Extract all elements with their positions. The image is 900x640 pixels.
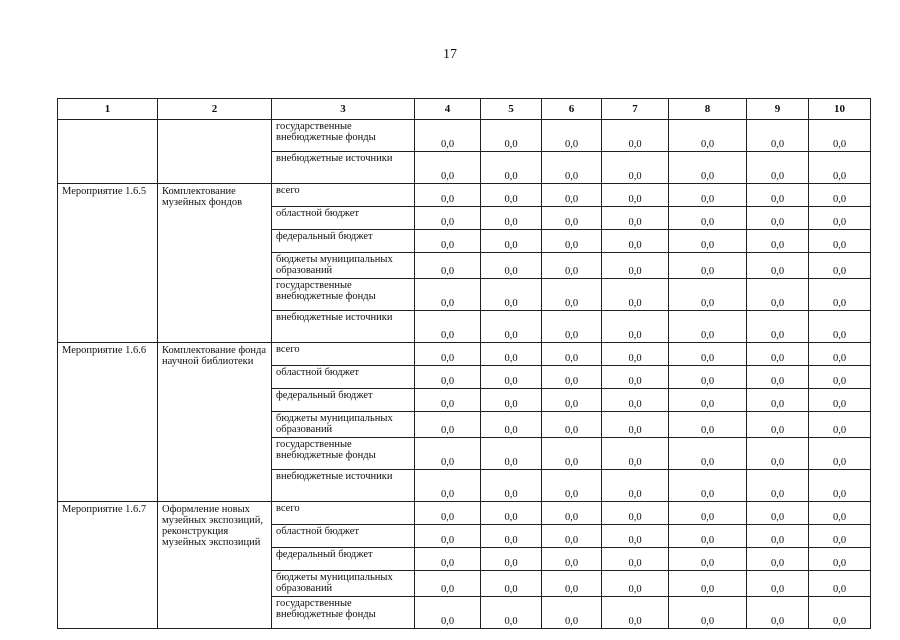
value-cell: 0,0: [747, 152, 809, 184]
value-cell: 0,0: [542, 152, 602, 184]
value-cell: 0,0: [415, 366, 481, 389]
value-cell: 0,0: [542, 548, 602, 571]
value-cell: 0,0: [415, 525, 481, 548]
activity-cell: Мероприятие 1.6.7: [58, 502, 158, 629]
value-cell: 0,0: [809, 571, 871, 597]
value-cell: 0,0: [669, 502, 747, 525]
value-cell: 0,0: [415, 343, 481, 366]
value-cell: 0,0: [481, 597, 542, 629]
value-cell: 0,0: [747, 343, 809, 366]
value-cell: 0,0: [481, 120, 542, 152]
value-cell: 0,0: [602, 120, 669, 152]
funding-source-cell: государственные внебюджетные фонды: [272, 279, 415, 311]
value-cell: 0,0: [747, 502, 809, 525]
value-cell: 0,0: [602, 207, 669, 230]
table-row: [58, 502, 871, 525]
value-cell: 0,0: [809, 311, 871, 343]
value-cell: 0,0: [747, 597, 809, 629]
value-cell: 0,0: [481, 438, 542, 470]
value-cell: 0,0: [809, 548, 871, 571]
value-cell: 0,0: [747, 412, 809, 438]
value-cell: 0,0: [481, 343, 542, 366]
value-cell: 0,0: [809, 207, 871, 230]
value-cell: 0,0: [415, 597, 481, 629]
value-cell: 0,0: [809, 253, 871, 279]
value-cell: 0,0: [542, 311, 602, 343]
funding-source-cell: бюджеты муниципальных образований: [272, 571, 415, 597]
value-cell: 0,0: [747, 184, 809, 207]
funding-source-cell: государственные внебюджетные фонды: [272, 120, 415, 152]
description-cell: Комплектование фонда научной библиотеки: [158, 343, 272, 502]
value-cell: 0,0: [602, 412, 669, 438]
value-cell: 0,0: [602, 152, 669, 184]
value-cell: 0,0: [542, 279, 602, 311]
value-cell: 0,0: [602, 548, 669, 571]
value-cell: 0,0: [602, 438, 669, 470]
funding-source-cell: внебюджетные источники: [272, 311, 415, 343]
column-header: 8: [669, 99, 747, 120]
value-cell: 0,0: [481, 279, 542, 311]
value-cell: 0,0: [415, 120, 481, 152]
table-body: [58, 120, 871, 629]
value-cell: 0,0: [415, 412, 481, 438]
value-cell: 0,0: [747, 389, 809, 412]
value-cell: 0,0: [809, 412, 871, 438]
value-cell: 0,0: [481, 389, 542, 412]
value-cell: 0,0: [669, 184, 747, 207]
value-cell: 0,0: [415, 184, 481, 207]
column-header: 3: [272, 99, 415, 120]
value-cell: 0,0: [415, 152, 481, 184]
value-cell: 0,0: [747, 571, 809, 597]
value-cell: 0,0: [481, 502, 542, 525]
value-cell: 0,0: [602, 230, 669, 253]
value-cell: 0,0: [669, 207, 747, 230]
value-cell: 0,0: [669, 279, 747, 311]
value-cell: 0,0: [602, 184, 669, 207]
value-cell: 0,0: [747, 230, 809, 253]
value-cell: 0,0: [415, 253, 481, 279]
activity-cell: Мероприятие 1.6.6: [58, 343, 158, 502]
funding-source-cell: всего: [272, 184, 415, 207]
activity-cell: [58, 120, 158, 184]
value-cell: 0,0: [669, 120, 747, 152]
value-cell: 0,0: [809, 366, 871, 389]
value-cell: 0,0: [809, 230, 871, 253]
funding-source-cell: федеральный бюджет: [272, 389, 415, 412]
value-cell: 0,0: [602, 311, 669, 343]
value-cell: 0,0: [542, 470, 602, 502]
value-cell: 0,0: [809, 597, 871, 629]
table-row: [58, 120, 871, 152]
funding-source-cell: внебюджетные источники: [272, 152, 415, 184]
value-cell: 0,0: [542, 438, 602, 470]
value-cell: 0,0: [809, 120, 871, 152]
value-cell: 0,0: [747, 366, 809, 389]
value-cell: 0,0: [747, 120, 809, 152]
value-cell: 0,0: [602, 389, 669, 412]
value-cell: 0,0: [809, 470, 871, 502]
value-cell: 0,0: [747, 279, 809, 311]
value-cell: 0,0: [415, 311, 481, 343]
value-cell: 0,0: [602, 502, 669, 525]
value-cell: 0,0: [542, 207, 602, 230]
value-cell: 0,0: [481, 470, 542, 502]
value-cell: 0,0: [602, 279, 669, 311]
funding-source-cell: бюджеты муниципальных образований: [272, 412, 415, 438]
header-row: [58, 99, 871, 120]
funding-source-cell: государственные внебюджетные фонды: [272, 438, 415, 470]
value-cell: 0,0: [669, 366, 747, 389]
value-cell: 0,0: [481, 366, 542, 389]
value-cell: 0,0: [747, 207, 809, 230]
funding-source-cell: федеральный бюджет: [272, 230, 415, 253]
value-cell: 0,0: [602, 571, 669, 597]
value-cell: 0,0: [747, 311, 809, 343]
value-cell: 0,0: [809, 438, 871, 470]
value-cell: 0,0: [669, 548, 747, 571]
value-cell: 0,0: [481, 230, 542, 253]
value-cell: 0,0: [602, 366, 669, 389]
value-cell: 0,0: [415, 230, 481, 253]
value-cell: 0,0: [809, 184, 871, 207]
value-cell: 0,0: [481, 152, 542, 184]
value-cell: 0,0: [809, 502, 871, 525]
value-cell: 0,0: [669, 571, 747, 597]
value-cell: 0,0: [809, 152, 871, 184]
value-cell: 0,0: [669, 311, 747, 343]
value-cell: 0,0: [415, 548, 481, 571]
column-header: 2: [158, 99, 272, 120]
description-cell: Оформление новых музейных экспозиций, реконструкция музейных экспозиций: [158, 502, 272, 629]
value-cell: 0,0: [481, 184, 542, 207]
value-cell: 0,0: [602, 525, 669, 548]
value-cell: 0,0: [809, 279, 871, 311]
value-cell: 0,0: [415, 502, 481, 525]
value-cell: 0,0: [481, 412, 542, 438]
value-cell: 0,0: [669, 152, 747, 184]
table-row: [58, 184, 871, 207]
value-cell: 0,0: [809, 525, 871, 548]
funding-source-cell: областной бюджет: [272, 525, 415, 548]
value-cell: 0,0: [602, 343, 669, 366]
value-cell: 0,0: [415, 470, 481, 502]
value-cell: 0,0: [542, 120, 602, 152]
value-cell: 0,0: [602, 597, 669, 629]
column-header: 9: [747, 99, 809, 120]
value-cell: 0,0: [542, 571, 602, 597]
value-cell: 0,0: [481, 525, 542, 548]
value-cell: 0,0: [481, 207, 542, 230]
value-cell: 0,0: [415, 438, 481, 470]
value-cell: 0,0: [542, 230, 602, 253]
value-cell: 0,0: [809, 343, 871, 366]
value-cell: 0,0: [542, 412, 602, 438]
funding-source-cell: областной бюджет: [272, 366, 415, 389]
value-cell: 0,0: [747, 438, 809, 470]
value-cell: 0,0: [481, 548, 542, 571]
value-cell: 0,0: [481, 311, 542, 343]
value-cell: 0,0: [669, 343, 747, 366]
value-cell: 0,0: [542, 502, 602, 525]
page-number: 17: [443, 47, 457, 62]
funding-source-cell: областной бюджет: [272, 207, 415, 230]
value-cell: 0,0: [481, 571, 542, 597]
value-cell: 0,0: [669, 412, 747, 438]
value-cell: 0,0: [542, 389, 602, 412]
value-cell: 0,0: [415, 389, 481, 412]
value-cell: 0,0: [747, 470, 809, 502]
activity-cell: Мероприятие 1.6.5: [58, 184, 158, 343]
funding-source-cell: внебюджетные источники: [272, 470, 415, 502]
value-cell: 0,0: [542, 253, 602, 279]
value-cell: 0,0: [481, 253, 542, 279]
table-row: [58, 343, 871, 366]
value-cell: 0,0: [669, 525, 747, 548]
value-cell: 0,0: [415, 571, 481, 597]
value-cell: 0,0: [809, 389, 871, 412]
value-cell: 0,0: [747, 253, 809, 279]
value-cell: 0,0: [542, 597, 602, 629]
column-header: 1: [58, 99, 158, 120]
description-cell: [158, 120, 272, 184]
column-header: 4: [415, 99, 481, 120]
column-header: 5: [481, 99, 542, 120]
value-cell: 0,0: [669, 597, 747, 629]
funding-source-cell: всего: [272, 343, 415, 366]
value-cell: 0,0: [669, 389, 747, 412]
funding-source-cell: всего: [272, 502, 415, 525]
funding-source-cell: федеральный бюджет: [272, 548, 415, 571]
column-header: 7: [602, 99, 669, 120]
value-cell: 0,0: [542, 525, 602, 548]
value-cell: 0,0: [602, 470, 669, 502]
value-cell: 0,0: [415, 279, 481, 311]
value-cell: 0,0: [542, 184, 602, 207]
value-cell: 0,0: [669, 438, 747, 470]
budget-table: [57, 98, 871, 629]
funding-source-cell: бюджеты муниципальных образований: [272, 253, 415, 279]
funding-source-cell: государственные внебюджетные фонды: [272, 597, 415, 629]
column-header: 10: [809, 99, 871, 120]
column-header: 6: [542, 99, 602, 120]
value-cell: 0,0: [747, 525, 809, 548]
value-cell: 0,0: [669, 230, 747, 253]
value-cell: 0,0: [415, 207, 481, 230]
description-cell: Комплектование музейных фондов: [158, 184, 272, 343]
value-cell: 0,0: [542, 366, 602, 389]
value-cell: 0,0: [669, 470, 747, 502]
value-cell: 0,0: [602, 253, 669, 279]
value-cell: 0,0: [542, 343, 602, 366]
value-cell: 0,0: [669, 253, 747, 279]
value-cell: 0,0: [747, 548, 809, 571]
